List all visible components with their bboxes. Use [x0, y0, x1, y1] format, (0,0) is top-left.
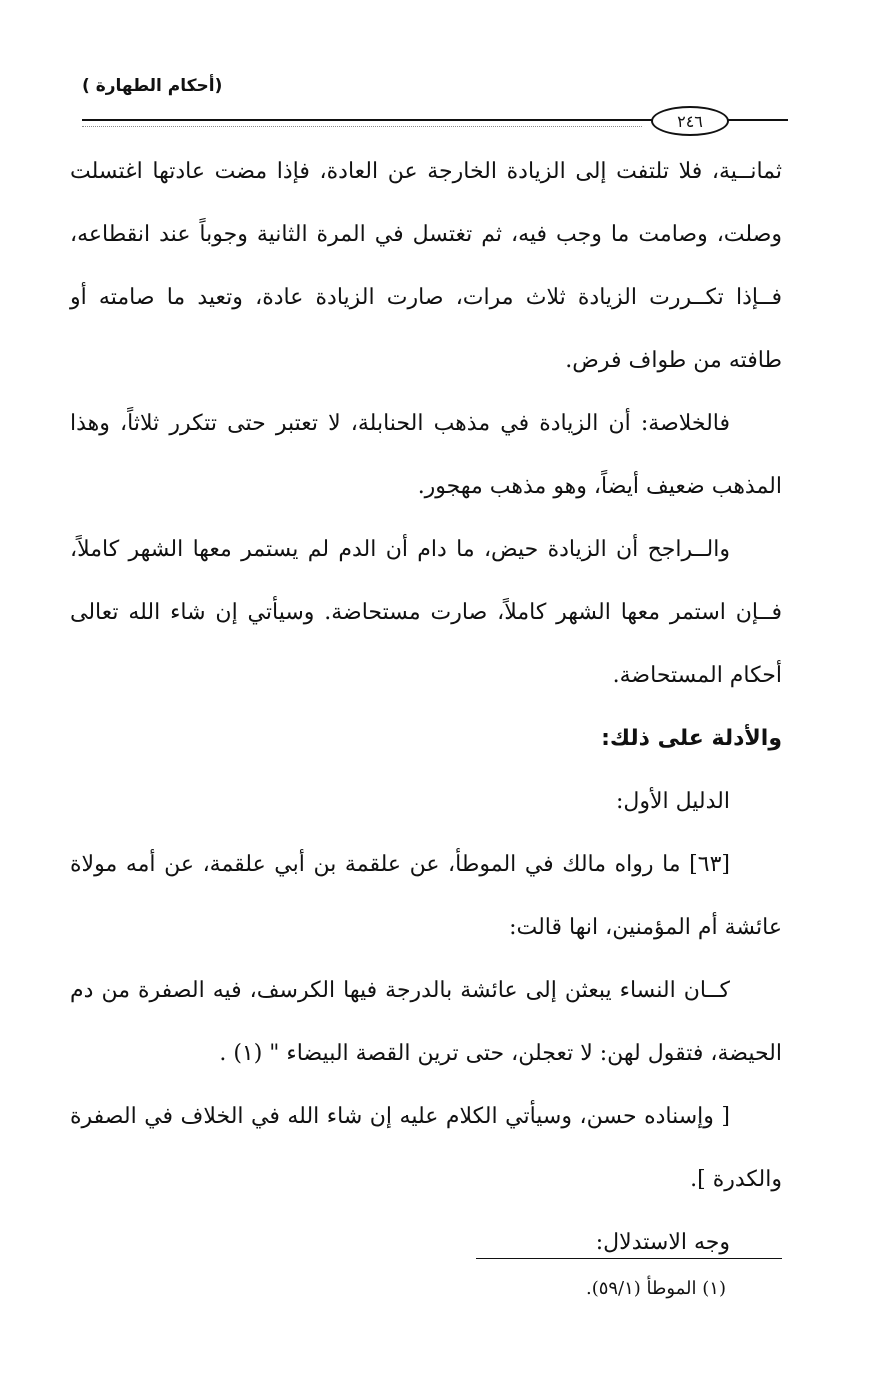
text-line: الدليل الأول:: [615, 789, 730, 814]
text-line: فــإذا تكــررت الزيادة ثلاث مرات، صارت الزيادة عادة، وتعيد ما صامته أو: [70, 285, 782, 310]
text-line: [٦٣] ما رواه مالك في الموطأ، عن علقمة بن أبي علقمة، عن أمه مولاة: [70, 852, 730, 877]
footnote: (١) الموطأ (٥٩/١).: [585, 1278, 726, 1299]
page-number: ٢٤٦: [651, 106, 729, 136]
text-line: عائشة أم المؤمنين، انها قالت:: [509, 915, 782, 940]
text-line: والــراجح أن الزيادة حيض، ما دام أن الدم لم يستمر معها الشهر كاملاً،: [70, 537, 730, 562]
running-title: (أحكام الطهارة ): [82, 76, 223, 96]
text-line: فالخلاصة: أن الزيادة في مذهب الحنابلة، لا تعتبر حتى تتكرر ثلاثاً، وهذا: [70, 411, 730, 436]
footnote-rule: [476, 1258, 782, 1259]
text-line: الحيضة، فتقول لهن: لا تعجلن، حتى ترين القصة البيضاء " (١) .: [219, 1041, 782, 1066]
text-line: فــإن استمر معها الشهر كاملاً، صارت مستحاضة. وسيأتي إن شاء الله تعالى: [70, 600, 782, 625]
text-line: كــان النساء يبعثن إلى عائشة بالدرجة فيها الكرسف، فيه الصفرة من دم: [70, 978, 730, 1003]
header-dotted-rule: [82, 126, 642, 127]
section-heading: والأدلة على ذلك:: [601, 726, 782, 751]
text-line: أحكام المستحاضة.: [612, 663, 782, 688]
text-line: والكدرة ].: [690, 1167, 782, 1192]
text-line: وجه الاستدلال:: [595, 1230, 730, 1255]
text-line: ثمانــية، فلا تلتفت إلى الزيادة الخارجة عن العادة، فإذا مضت عادتها اغتسلت: [70, 159, 782, 184]
body-text: [70, 150, 782, 1284]
text-line: المذهب ضعيف أيضاً، وهو مذهب مهجور.: [417, 474, 782, 499]
text-line: وصلت، وصامت ما وجب فيه، ثم تغتسل في المرة الثانية وجوباً عند انقطاعه،: [70, 222, 782, 247]
text-line: طافته من طواف فرض.: [565, 348, 782, 373]
text-line: [ وإسناده حسن، وسيأتي الكلام عليه إن شاء الله في الخلاف في الصفرة: [70, 1104, 730, 1129]
